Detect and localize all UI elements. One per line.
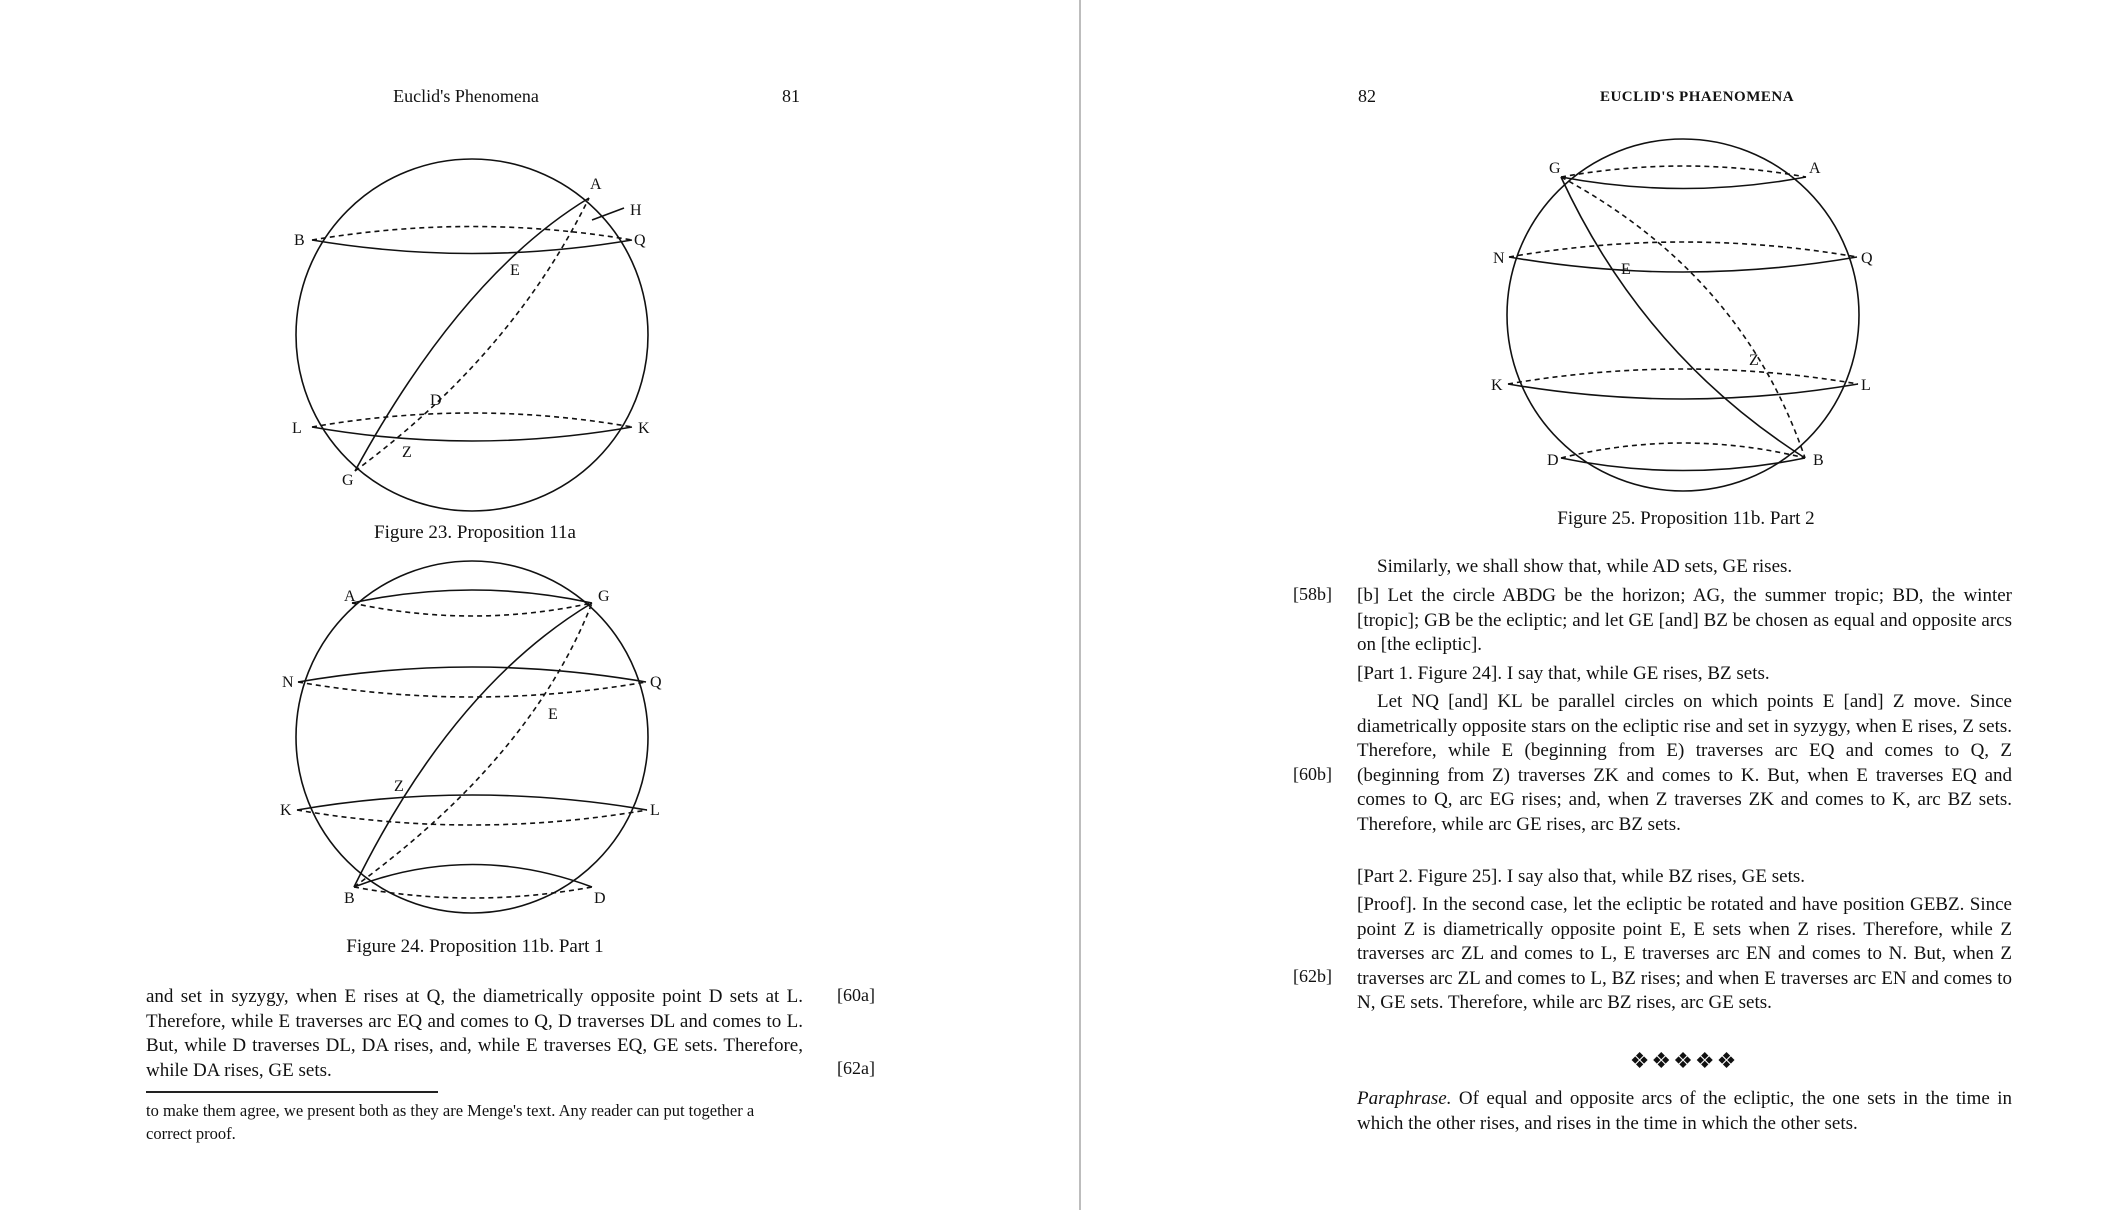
footnote: to make them agree, we present both as they are Menge's text. Any reader can put together a correct proof. [146, 1101, 755, 1143]
margin-note: [62b] [1293, 966, 1332, 986]
fig24-label: N [282, 674, 294, 691]
fig25-label: Z [1749, 352, 1759, 369]
fig24-label: E [548, 706, 558, 723]
page-divider [1079, 0, 1081, 1210]
fig24-label: D [594, 890, 606, 907]
fig25-label: G [1549, 160, 1561, 177]
fig24-label: Q [650, 674, 662, 691]
fig23-label: K [638, 420, 650, 437]
paragraph: [Proof]. In the second case, let the ecliptic be rotated and have position GEBZ. Since point Z is diametrically opposite point E, E sets when Z rises. Therefore, while Z traverses arc ZL and comes to L, E traverses arc EN and comes to N. But, when Z traverses arc ZL and comes to L, BZ rises; and when E traverses arc EN and comes to N, GE sets. Therefore, while arc BZ rises, arc GE sets. [1357, 894, 2012, 1013]
fig25-label: D [1547, 452, 1559, 469]
left-page-number: 81 [782, 86, 800, 106]
left-body-text: and set in syzygy, when E rises at Q, the diametrically opposite point D sets at L. Therefore, while E traverses arc EQ and comes to Q, D traverses DL and comes to L. But, while D traverses DL, DA rises, and, while E traverses EQ, GE sets. Therefore, while DA rises, GE sets. [146, 986, 803, 1081]
fig24-label: L [650, 802, 660, 819]
fig24-label: G [598, 588, 610, 605]
fig24-label: A [344, 588, 356, 605]
left-running-header: Euclid's Phenomena [393, 86, 539, 106]
margin-note: [60b] [1293, 764, 1332, 784]
figure-25 [1483, 115, 1883, 515]
figure-24-caption: Figure 24. Proposition 11b. Part 1 [346, 936, 604, 957]
fig23-label: L [292, 420, 302, 437]
paraphrase-label: Paraphrase. [1357, 1088, 1452, 1109]
fig23-label: Z [402, 444, 412, 461]
fig25-label: K [1491, 377, 1503, 394]
paragraph: [b] Let the circle ABDG be the horizon; AG, the summer tropic; BD, the winter [tropic]; GB be the ecliptic; and let GE [and] BZ be chosen as equal and opposite arcs on [the ecliptic]. [1357, 585, 2012, 655]
fig23-label: D [430, 392, 442, 409]
paraphrase [1357, 1087, 2012, 1136]
fig23-label: G [342, 472, 354, 489]
right-page-number: 82 [1358, 86, 1376, 106]
paragraph: Let NQ [and] KL be parallel circles on which points E [and] Z move. Since diametrically opposite stars on the ecliptic rise and set in syzygy, when E rises, Z sets. Therefore, while E (beginning from E) traverses arc EQ and comes to Q, Z (beginning from Z) traverses ZK and comes to K. But, when E traverses EQ and comes to Q, arc EG rises; and, when Z traverses ZK and comes to K, arc BZ sets. Therefore, while arc GE rises, arc BZ sets. [1357, 691, 2012, 835]
figure-25-caption: Figure 25. Proposition 11b. Part 2 [1557, 508, 1815, 529]
right-running-header: EUCLID'S PHAENOMENA [1599, 89, 1795, 105]
figure-23-caption: Figure 23. Proposition 11a [374, 522, 576, 543]
fig25-label: N [1493, 250, 1505, 267]
fig23-label: A [590, 176, 602, 193]
fig23-label: E [510, 262, 520, 279]
figure-24 [272, 537, 672, 937]
fig25-label: Q [1861, 250, 1873, 267]
fig23-label: H [630, 202, 642, 219]
fig24-label: Z [394, 778, 404, 795]
paragraph: [Part 1. Figure 24]. I say that, while GE rises, BZ sets. [1357, 663, 1770, 684]
margin-note: [58b] [1293, 584, 1332, 604]
fig25-label: E [1621, 261, 1631, 278]
paragraph: [Part 2. Figure 25]. I say also that, while BZ rises, GE sets. [1357, 866, 1806, 887]
footnote-rule [146, 1091, 438, 1093]
margin-note: [62a] [837, 1058, 875, 1078]
section-ornament: ❖❖❖❖❖ [1629, 1048, 1739, 1073]
fig25-label: L [1861, 377, 1871, 394]
fig23-label: Q [634, 232, 646, 249]
figure-23 [272, 135, 672, 535]
fig23-label: B [294, 232, 305, 249]
fig24-label: B [344, 890, 355, 907]
paragraph: Similarly, we shall show that, while AD sets, GE rises. [1377, 556, 1793, 577]
fig24-label: K [280, 802, 292, 819]
margin-note: [60a] [837, 985, 875, 1005]
fig25-label: A [1809, 160, 1821, 177]
fig25-label: B [1813, 452, 1824, 469]
paraphrase-text: Of equal and opposite arcs of the ecliptic, the one sets in the time in which the other rises, and rises in the time in which the other sets. [1357, 1088, 2012, 1134]
